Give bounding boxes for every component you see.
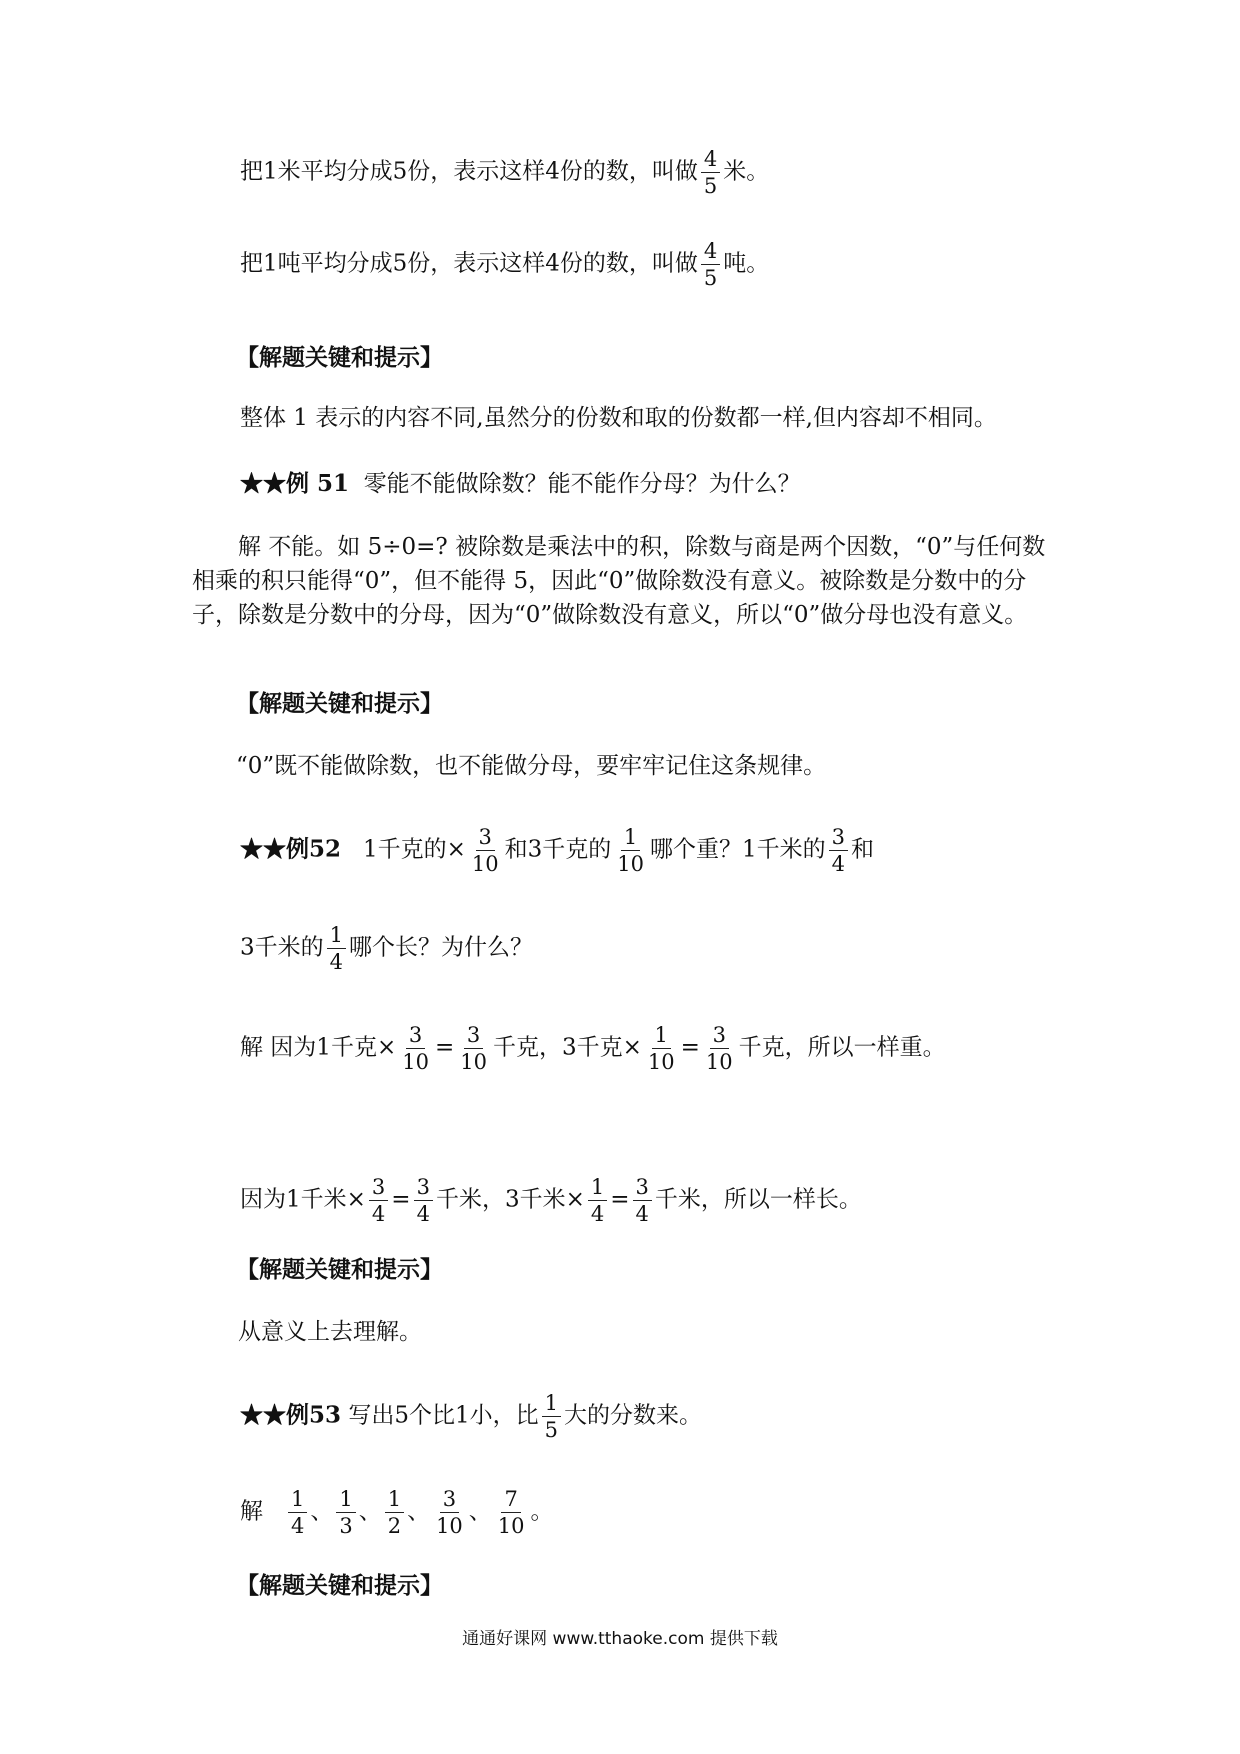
fraction: $\frac{1}{4}$ bbox=[327, 924, 346, 973]
example-52-line-2: 3千米的 $\frac{1}{4}$ 哪个长？为什么？ bbox=[240, 923, 534, 974]
fraction: $\frac{3}{10}$ bbox=[471, 825, 499, 876]
fraction: $\frac{1}{5}$ bbox=[542, 1392, 561, 1441]
fraction: $\frac{4}{5}$ bbox=[701, 148, 720, 197]
solution-51: 解 不能。如 5÷0=? 被除数是乘法中的积，除数与商是两个因数，“0”与任何数相乘的积只能得“0”，但不能得 5，因此“0”做除数没有意义。被除数是分数中的分子，除数是分数中的分母，因为“0”做除数没有意义，所以“0”做分母也没有意义。 bbox=[192, 534, 1046, 628]
footer-credit: 通通好课网 www.tthaoke.com 提供下载 bbox=[462, 1629, 778, 1649]
hint-heading-2: 【解题关键和提示】 bbox=[236, 690, 443, 717]
example-label: ★★例52 bbox=[240, 835, 342, 863]
sentence-meter: 把1米平均分成5份，表示这样4份的数，叫做 $\frac{4}{5}$ 米。 bbox=[240, 147, 770, 198]
example-label: ★★例 51 bbox=[240, 470, 350, 497]
example-53: ★★例53 写出5个比1小，比 $\frac{1}{5}$ 大的分数来。 bbox=[240, 1391, 702, 1442]
example-51: ★★例 51 零能不能做除数？能不能作分母？为什么？ bbox=[240, 470, 801, 497]
fraction: $\frac{3}{10}$ bbox=[460, 1023, 487, 1074]
fraction: $\frac{3}{10}$ bbox=[436, 1487, 463, 1538]
fraction: $\frac{4}{5}$ bbox=[701, 240, 720, 289]
hint-text-2: “0”既不能做除数，也不能做分母，要牢牢记住这条规律。 bbox=[236, 753, 827, 779]
solution-52-line-1: 解 因为1千克× $\frac{3}{10}$ = $\frac{3}{10}$ 千克，3千克× $\frac{1}{10}$ = $\frac{3}{10}$ 千克，所以一样重。 bbox=[240, 1023, 946, 1074]
fraction: $\frac{3}{10}$ bbox=[402, 1023, 429, 1074]
hint-heading-4: 【解题关键和提示】 bbox=[236, 1572, 443, 1599]
hint-text-3: 从意义上去理解。 bbox=[238, 1319, 422, 1345]
solution-53: 解 $\frac{1}{4}$ 、 $\frac{1}{3}$ 、 $\frac{1}{2}$ 、 $\frac{3}{10}$ 、 $\frac{7}{10}$ 。 bbox=[240, 1487, 554, 1538]
fraction: $\frac{1}{4}$ bbox=[588, 1176, 607, 1225]
fraction: $\frac{3}{4}$ bbox=[633, 1176, 652, 1225]
fraction: $\frac{3}{10}$ bbox=[705, 1023, 733, 1074]
fraction: $\frac{1}{2}$ bbox=[385, 1488, 404, 1537]
fraction: $\frac{1}{10}$ bbox=[617, 825, 644, 876]
hint-heading-1: 【解题关键和提示】 bbox=[236, 344, 443, 371]
hint-text-1: 整体 1 表示的内容不同,虽然分的份数和取的份数都一样,但内容却不相同。 bbox=[240, 405, 997, 431]
fraction: $\frac{3}{4}$ bbox=[414, 1176, 433, 1225]
fraction: $\frac{3}{4}$ bbox=[369, 1176, 388, 1225]
fraction: $\frac{3}{4}$ bbox=[829, 826, 848, 875]
fraction: $\frac{1}{3}$ bbox=[336, 1488, 355, 1537]
solution-52-line-2: 因为1千米× $\frac{3}{4}$ = $\frac{3}{4}$ 千米，3千米× $\frac{1}{4}$ = $\frac{3}{4}$ 千米，所以一样长。 bbox=[240, 1175, 862, 1226]
example-label: ★★例53 bbox=[240, 1401, 342, 1429]
fraction: $\frac{1}{4}$ bbox=[288, 1488, 307, 1537]
fraction: $\frac{7}{10}$ bbox=[497, 1487, 525, 1538]
hint-heading-3: 【解题关键和提示】 bbox=[236, 1256, 443, 1283]
example-52-line-1: ★★例52 1千克的× $\frac{3}{10}$ 和3千克的 $\frac{1}{10}$ 哪个重？1千米的 $\frac{3}{4}$ 和 bbox=[240, 825, 874, 876]
sentence-ton: 把1吨平均分成5份，表示这样4份的数，叫做 $\frac{4}{5}$ 吨。 bbox=[240, 239, 770, 290]
fraction: $\frac{1}{10}$ bbox=[647, 1023, 675, 1074]
